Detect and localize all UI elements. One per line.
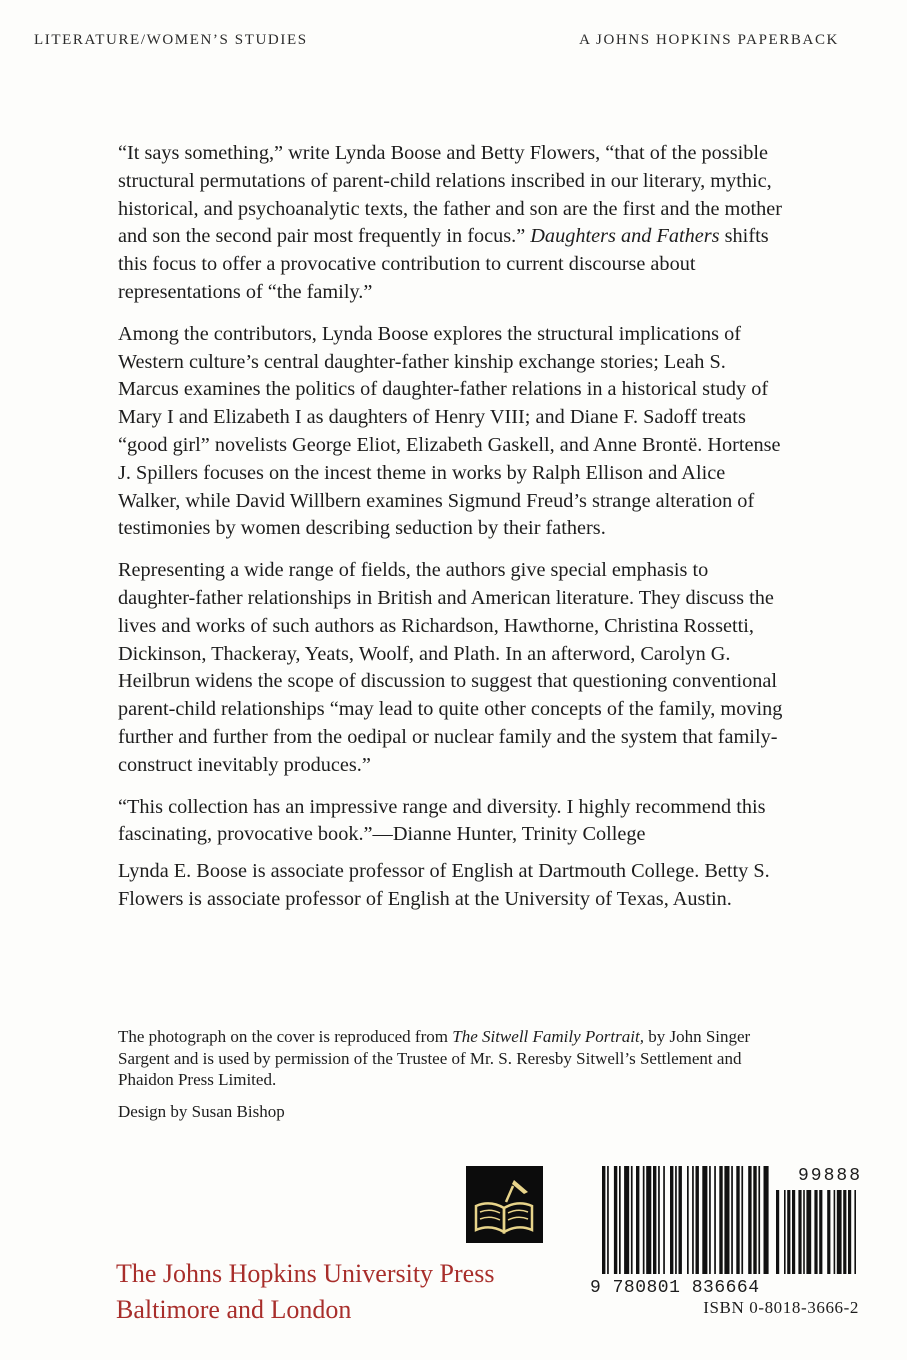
barcode-bar: [696, 1166, 699, 1274]
publisher-name: The Johns Hopkins University Press: [116, 1259, 495, 1288]
isbn-number: ISBN 0-8018-3666-2: [703, 1298, 859, 1317]
barcode-bar: [646, 1166, 651, 1274]
description-paragraph-2: Among the contributors, Lynda Boose explores the structural implications of Western culture’s central daughter-father kinship exchange stories; Leah S. Marcus examines the politics of daughter-father relations in a historical study of Mary I and Elizabeth I as daughters of Henry VIII; and Diane F. Sadoff treats “good girl” novelists George Eliot, Elizabeth Gaskell, and Anne Brontë. Hortense J. Spillers focuses on the incest theme in works by Ralph Ellison and Alice Walker, while David Willbern examines Sigmund Freud’s strange alteration of testimonies by women describing seduction by their fathers.: [118, 322, 781, 540]
series-label: A JOHNS HOPKINS PAPERBACK: [579, 32, 839, 48]
review-blurb: “This collection has an impressive range and diversity. I highly recommend this fascinating, provocative book.”—Dianne Hunter, Trinity College: [118, 795, 766, 846]
barcode-bar: [753, 1166, 756, 1274]
book-description: [118, 140, 786, 928]
barcode-addon-bar: [784, 1190, 786, 1274]
barcode-bar: [687, 1166, 689, 1274]
barcode-addon-bar: [848, 1190, 851, 1274]
barcode-addon-digits: 99888: [797, 1166, 862, 1186]
barcode-bar: [731, 1166, 733, 1274]
barcode-addon-bar: [798, 1190, 801, 1274]
barcode-addon-bar: [787, 1190, 790, 1274]
barcode-addon-bar: [819, 1190, 822, 1274]
barcode-bar: [736, 1166, 739, 1274]
barcode-bar: [607, 1166, 609, 1274]
book-title: Daughters and Fathers: [530, 225, 720, 248]
barcode-bar: [614, 1166, 617, 1274]
barcode-bar: [679, 1166, 682, 1274]
barcode-bar: [624, 1166, 629, 1274]
barcode-bar: [764, 1166, 769, 1274]
barcode-addon-bar: [806, 1190, 811, 1274]
barcode-bar: [643, 1166, 645, 1274]
barcode-bar: [602, 1166, 605, 1274]
barcode-bar: [709, 1166, 711, 1274]
barcode-addon-bar: [803, 1190, 805, 1274]
barcode-bar: [748, 1166, 751, 1274]
publisher-imprint: [116, 1256, 494, 1328]
description-quote: “It says something,” write Lynda Boose and Betty Flowers, “that of the possible structural permutations of parent-child relations inscribed in our literary, mythic, historical, and psychoanalytic texts, the father and son are the first and the mother and son the second pair most frequently in focus.”: [118, 142, 782, 248]
barcode-bar: [636, 1166, 639, 1274]
barcode-addon-bar: [854, 1190, 856, 1274]
barcode-bar: [631, 1166, 633, 1274]
publisher-location: Baltimore and London: [116, 1295, 352, 1324]
category-label: LITERATURE/WOMEN’S STUDIES: [34, 32, 308, 48]
credit-text: The photograph on the cover is reproduced from: [118, 1027, 453, 1046]
description-continuation: shifts this focus to offer a provocative contribution to current discourse about representations of “the family.”: [118, 225, 769, 303]
credits: [118, 1026, 786, 1132]
barcode-addon-bar: [843, 1190, 846, 1274]
barcode-number: 9 780801 836664: [590, 1278, 760, 1298]
barcode-bar: [675, 1166, 677, 1274]
barcode-bar: [670, 1166, 673, 1274]
barcode-addon-bar: [814, 1190, 817, 1274]
barcode-addon-bar: [776, 1190, 779, 1274]
description-paragraph-3: Representing a wide range of fields, the authors give special emphasis to daughter-father relationships in British and American literature. They discuss the lives and works of such authors as Richardson, Hawthorne, Christina Rossetti, Dickinson, Thackeray, Yeats, Woolf, and Plath. In an afterword, Carolyn G. Heilbrun widens the scope of discussion to suggest that questioning conventional parent-child relationships “may lead to quite other concepts of the family, moving further and further from the oedipal or nuclear family and the system that family-construct inevitably produces.”: [118, 559, 783, 776]
barcode-bar: [758, 1166, 760, 1274]
barcode-bar: [663, 1166, 665, 1274]
barcode-bar: [714, 1166, 716, 1274]
credit-text-end: by John Singer Sargent and is used by permission of the Trustee of Mr. S. Reresby Sitwell’s Settlement and Phaidon Press Limited.: [118, 1027, 751, 1089]
barcode-addon-bar: [792, 1190, 795, 1274]
barcode-addon-bar: [834, 1190, 836, 1274]
editor-bios: Lynda E. Boose is associate professor of English at Dartmouth College. Betty S. Flowers is associate professor of English at the University of Texas, Austin.: [118, 860, 770, 910]
barcode-bar: [658, 1166, 660, 1274]
barcode-bar: [692, 1166, 694, 1274]
painting-title: The Sitwell Family Portrait,: [452, 1027, 644, 1046]
barcode-addon-bar: [827, 1190, 830, 1274]
design-credit: Design by Susan Bishop: [118, 1101, 285, 1121]
barcode-bar: [724, 1166, 729, 1274]
barcode-addon-bar: [837, 1190, 842, 1274]
barcode-bar: [702, 1166, 707, 1274]
description-paragraph-1: [118, 140, 786, 307]
barcode-bar: [619, 1166, 621, 1274]
barcode-bar: [741, 1166, 743, 1274]
barcode-bar: [719, 1166, 722, 1274]
barcode-bar: [653, 1166, 656, 1274]
open-book-with-pen-icon: [466, 1166, 543, 1243]
cover-photo-credit: [118, 1026, 786, 1091]
